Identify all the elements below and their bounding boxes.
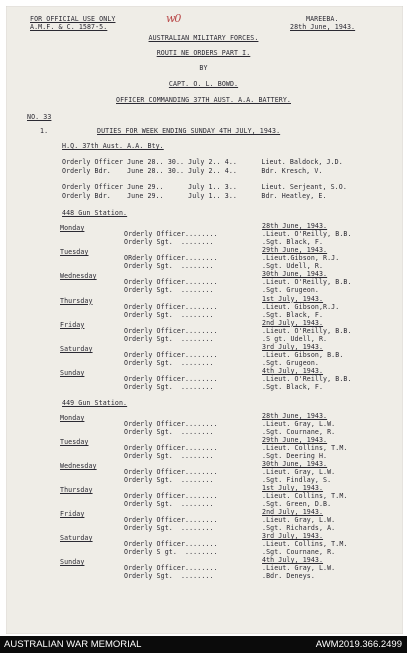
duty-person: .Lieut. Collins, T.M.: [262, 444, 348, 452]
duty-role: Orderly Sgt. ........: [124, 524, 214, 532]
day-label: Saturday: [60, 534, 93, 542]
duty-role: Orderly Officer........: [124, 444, 218, 452]
duty-person: .Sgt. Green, D.B.: [262, 500, 332, 508]
day-label: Wednesday: [60, 272, 97, 281]
duty-role: ORderly Officer........: [124, 254, 218, 263]
duty-person: .Sgt. Black, F.: [262, 383, 324, 392]
duty-date: 1st July, 1943.: [262, 294, 324, 303]
day-label: Sunday: [60, 369, 85, 378]
duty-person: .Sgt. Udell, R.: [262, 262, 324, 271]
duty-role: Orderly Sgt. ........: [124, 334, 214, 343]
duty-role: Orderly Officer........: [124, 420, 218, 428]
day-label: Sunday: [60, 558, 85, 566]
duty-date: 29th June, 1943.: [262, 246, 328, 255]
duty-person: .Sgt. Grugeon.: [262, 359, 319, 367]
section-number: 1.: [40, 127, 49, 135]
hq-row: Orderly Officer June 29.. July 1.. 3.. Lieut. Serjeant, S.O.: [62, 183, 347, 191]
duty-person: .Sgt. Grugeon.: [262, 286, 319, 295]
duty-date: 3rd July, 1943.: [262, 343, 324, 351]
duty-person: .Lieut. Gibson,R.J.: [262, 302, 340, 311]
duty-date: 2nd July, 1943.: [262, 508, 324, 516]
duty-person: .Lieut. O'Reilly, B.B.: [262, 326, 352, 335]
duty-role: Orderly S gt. ........: [124, 548, 218, 556]
duty-role: Orderly Officer........: [124, 351, 218, 359]
duty-person: .Lieut.Gibson, R.J.: [262, 254, 340, 263]
duty-role: Orderly Sgt. ........: [124, 572, 214, 580]
duty-date: 2nd July, 1943.: [262, 318, 324, 327]
duty-date: 1st July, 1943.: [262, 484, 324, 492]
form-reference: A.M.F. & C. 1587-5.: [30, 23, 108, 31]
order-number: NO. 33: [27, 113, 52, 121]
duty-role: Orderly Sgt. ........: [124, 452, 214, 460]
hq-row: Orderly Bdr. June 29.. July 1.. 3.. Bdr. Heatley, E.: [62, 192, 327, 200]
duty-role: Orderly Sgt. ........: [124, 310, 214, 319]
duty-role: Orderly Officer........: [124, 492, 218, 500]
day-label: Tuesday: [60, 248, 89, 257]
station-448-title: 448 Gun Station.: [62, 209, 128, 217]
duty-date: 28th June, 1943.: [262, 222, 328, 230]
duty-role: Orderly Officer........: [124, 302, 218, 311]
duty-role: Orderly Officer........: [124, 278, 218, 287]
day-label: Friday: [60, 510, 85, 518]
hq-row: Orderly Bdr. June 28.. 30.. July 2.. 4.. Bdr. Kresch, V.: [62, 167, 323, 175]
duty-person: .Lieut. Gray, L.W.: [262, 468, 336, 476]
duty-person: .Lieut. Collins, T.M.: [262, 540, 348, 548]
archive-footer: [0, 636, 407, 653]
duty-role: Orderly Officer........: [124, 230, 218, 238]
duty-date: 4th July, 1943.: [262, 556, 324, 564]
archive-reference: AWM2019.366.2499: [315, 639, 402, 650]
duty-person: .Lieut. Gray, L.W.: [262, 564, 336, 572]
document-date: 28th June, 1943.: [290, 23, 356, 31]
commander-name: CAPT. O. L. BOWD.: [168, 80, 239, 88]
duty-person: .Lieut. Gibson, B.B.: [262, 351, 344, 359]
duty-date: 29th June, 1943.: [262, 436, 328, 444]
duty-role: Orderly Officer........: [124, 375, 218, 384]
duty-role: Orderly Sgt. ........: [124, 383, 214, 392]
duty-person: .Lieut. Collins, T.M.: [262, 492, 348, 500]
section-heading: DUTIES FOR WEEK ENDING SUNDAY 4TH JULY, 1943.: [97, 127, 281, 135]
duty-date: 30th June, 1943.: [262, 270, 328, 279]
duty-person: .Sgt. Findlay, S.: [262, 476, 332, 484]
day-label: Saturday: [60, 345, 93, 353]
handwritten-note: w0: [166, 12, 181, 25]
hq-row: Orderly Officer June 28.. 30.. July 2.. 4.. Lieut. Baldock, J.D.: [62, 158, 343, 166]
duty-date: 4th July, 1943.: [262, 367, 324, 376]
day-label: Monday: [60, 224, 85, 232]
duty-person: .Bdr. Deneys.: [262, 572, 315, 580]
location: MAREEBA.: [306, 15, 339, 23]
day-label: Thursday: [60, 486, 93, 494]
duty-role: Orderly Officer........: [124, 540, 218, 548]
duty-person: .Sgt. Black, F.: [262, 238, 324, 246]
commander-title: OFFICER COMMANDING 37TH AUST. A.A. BATTERY.: [116, 96, 291, 104]
day-label: Wednesday: [60, 462, 97, 470]
day-label: Monday: [60, 414, 85, 422]
day-label: Thursday: [60, 296, 93, 305]
duty-person: .Sgt. Cournane, R.: [262, 548, 336, 556]
duty-date: 3rd July, 1943.: [262, 532, 324, 540]
station-449-title: 449 Gun Station.: [62, 399, 128, 407]
duty-person: .S gt. Udell, R.: [262, 334, 328, 343]
duty-person: .Lieut. O'Reilly, B.B.: [262, 278, 352, 287]
duty-person: .Sgt. Richards, A.: [262, 524, 336, 532]
day-label: Friday: [60, 320, 85, 329]
duty-date: 28th June, 1943.: [262, 412, 328, 420]
duty-role: Orderly Officer........: [124, 468, 218, 476]
duty-role: Orderly Sgt. ........: [124, 500, 214, 508]
classification-label: FOR OFFICIAL USE ONLY: [30, 15, 116, 23]
hq-title: H.Q. 37th Aust. A.A. Bty.: [62, 142, 164, 150]
duty-person: .Lieut. Gray, L.W.: [262, 516, 336, 524]
duty-date: 30th June, 1943.: [262, 460, 328, 468]
duty-role: Orderly Officer........: [124, 326, 218, 335]
duty-person: .Sgt. Deering H.: [262, 452, 328, 460]
duty-person: .Lieut. O'Reilly, B.B.: [262, 375, 352, 384]
duty-role: Orderly Officer........: [124, 516, 218, 524]
day-label: Tuesday: [60, 438, 89, 446]
forces-title: AUSTRALIAN MILITARY FORCES.: [148, 34, 259, 42]
duty-role: Orderly Sgt. ........: [124, 262, 214, 271]
by-line: BY: [199, 64, 208, 72]
duty-role: Orderly Sgt. ........: [124, 286, 214, 295]
duty-role: Orderly Sgt. ........: [124, 359, 214, 367]
duty-person: .Sgt. Black, F.: [262, 310, 324, 319]
duty-person: .Lieut. O'Reilly, B.B.: [262, 230, 352, 238]
duty-person: .Lieut. Gray, L.W.: [262, 420, 336, 428]
duty-role: Orderly Sgt. ........: [124, 476, 214, 484]
duty-role: Orderly Officer........: [124, 564, 218, 572]
archive-name: AUSTRALIAN WAR MEMORIAL: [4, 639, 142, 650]
duty-role: Orderly Sgt. ........: [124, 428, 214, 436]
orders-title: ROUTI NE ORDERS PART I.: [156, 49, 251, 57]
duty-role: Orderly Sgt. ........: [124, 238, 214, 246]
duty-person: .Sgt. Cournane, R.: [262, 428, 336, 436]
